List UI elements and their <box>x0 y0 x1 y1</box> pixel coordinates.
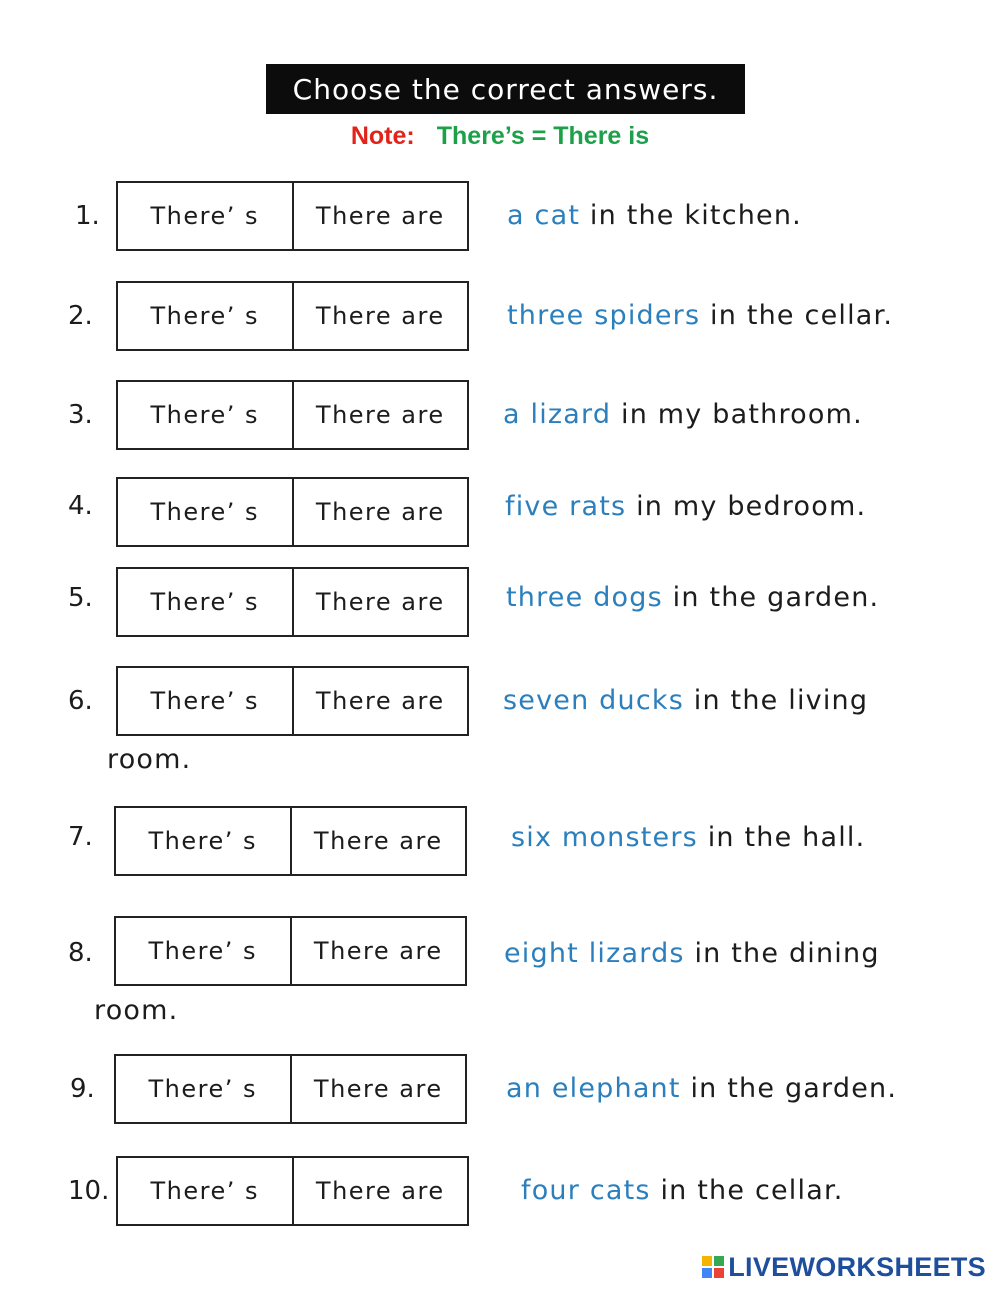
question-number: 9. <box>70 1074 95 1104</box>
note-label: Note: <box>350 122 415 150</box>
liveworksheets-logo <box>702 1250 986 1284</box>
sentence-wrap: room. <box>94 995 179 1026</box>
question-number: 8. <box>68 938 93 968</box>
answer-choices <box>116 477 469 547</box>
choice-there-are[interactable]: There are <box>292 382 468 448</box>
choice-there-are[interactable]: There are <box>290 918 466 984</box>
choice-there-are[interactable]: There are <box>292 183 468 249</box>
question-item <box>0 806 1000 878</box>
logo-block <box>714 1256 724 1266</box>
sentence <box>505 472 866 542</box>
choice-theres[interactable]: There’ s <box>150 498 259 526</box>
sentence-rest: in the dining <box>684 938 880 969</box>
choice-theres[interactable]: There’ s <box>148 937 257 965</box>
logo-blocks-icon <box>702 1256 724 1278</box>
sentence-rest: in the cellar. <box>650 1175 844 1206</box>
answer-choices <box>116 281 469 351</box>
sentence <box>506 1054 897 1124</box>
choice-theres[interactable]: There’ s <box>150 202 259 230</box>
sentence-rest: in the garden. <box>680 1073 898 1104</box>
question-item <box>0 380 1000 452</box>
question-number: 3. <box>68 400 93 430</box>
sentence-subject: eight lizards <box>504 938 685 969</box>
sentence <box>511 803 865 873</box>
sentence-subject: three dogs <box>506 582 663 613</box>
choice-theres[interactable]: There’ s <box>150 687 259 715</box>
sentence-rest: in the hall. <box>697 822 866 853</box>
logo-block <box>714 1268 724 1278</box>
question-item <box>0 181 1000 253</box>
sentence <box>503 380 863 450</box>
sentence-rest: in the cellar. <box>700 300 894 331</box>
answer-choices <box>116 666 469 736</box>
sentence-subject: an elephant <box>506 1073 681 1104</box>
question-number: 2. <box>68 301 93 331</box>
choice-theres[interactable]: There’ s <box>150 588 259 616</box>
question-number: 7. <box>68 822 93 852</box>
sentence <box>507 181 802 251</box>
choice-there-are[interactable]: There are <box>292 1158 468 1224</box>
choice-there-are[interactable]: There are <box>292 668 468 734</box>
question-item <box>0 1054 1000 1126</box>
note-line <box>0 122 1000 156</box>
note-text: There’s = There is <box>436 122 650 150</box>
sentence-subject: six monsters <box>511 822 698 853</box>
question-item <box>0 477 1000 549</box>
sentence <box>506 563 879 633</box>
question-item <box>0 567 1000 639</box>
question-item <box>0 916 1000 988</box>
question-number: 10. <box>68 1176 110 1206</box>
logo-block <box>702 1268 712 1278</box>
sentence-subject: a cat <box>507 200 581 231</box>
answer-choices <box>116 380 469 450</box>
sentence-wrap: room. <box>107 744 192 775</box>
sentence-subject: a lizard <box>503 399 612 430</box>
choice-there-are[interactable]: There are <box>290 1056 466 1122</box>
sentence-rest: in my bathroom. <box>611 399 863 430</box>
answer-choices <box>114 916 467 986</box>
sentence-subject: five rats <box>505 491 627 522</box>
choice-theres[interactable]: There’ s <box>148 1075 257 1103</box>
choice-there-are[interactable]: There are <box>292 283 468 349</box>
question-number: 6. <box>68 686 93 716</box>
choice-there-are[interactable]: There are <box>292 479 468 545</box>
question-number: 1. <box>75 201 100 231</box>
question-item <box>0 1156 1000 1228</box>
brand-name: LIVEWORKSHEETS <box>728 1251 986 1282</box>
sentence <box>521 1156 844 1226</box>
sentence-subject: four cats <box>521 1175 651 1206</box>
question-item <box>0 666 1000 738</box>
question-item <box>0 281 1000 353</box>
choice-theres[interactable]: There’ s <box>148 827 257 855</box>
sentence <box>507 281 893 351</box>
sentence <box>503 666 868 736</box>
sentence <box>504 919 880 989</box>
sentence-subject: three spiders <box>507 300 701 331</box>
choice-theres[interactable]: There’ s <box>150 1177 259 1205</box>
question-number: 5. <box>68 583 93 613</box>
answer-choices <box>114 806 467 876</box>
worksheet-title: Choose the correct answers. <box>266 64 745 114</box>
logo-block <box>702 1256 712 1266</box>
question-number: 4. <box>68 491 93 521</box>
sentence-rest: in the living <box>683 685 869 716</box>
sentence-rest: in the kitchen. <box>580 200 802 231</box>
answer-choices <box>114 1054 467 1124</box>
sentence-subject: seven ducks <box>503 685 684 716</box>
sentence-rest: in the garden. <box>662 582 880 613</box>
answer-choices <box>116 567 469 637</box>
choice-there-are[interactable]: There are <box>290 808 466 874</box>
answer-choices <box>116 1156 469 1226</box>
answer-choices <box>116 181 469 251</box>
choice-theres[interactable]: There’ s <box>150 401 259 429</box>
choice-there-are[interactable]: There are <box>292 569 468 635</box>
sentence-rest: in my bedroom. <box>626 491 867 522</box>
choice-theres[interactable]: There’ s <box>150 302 259 330</box>
